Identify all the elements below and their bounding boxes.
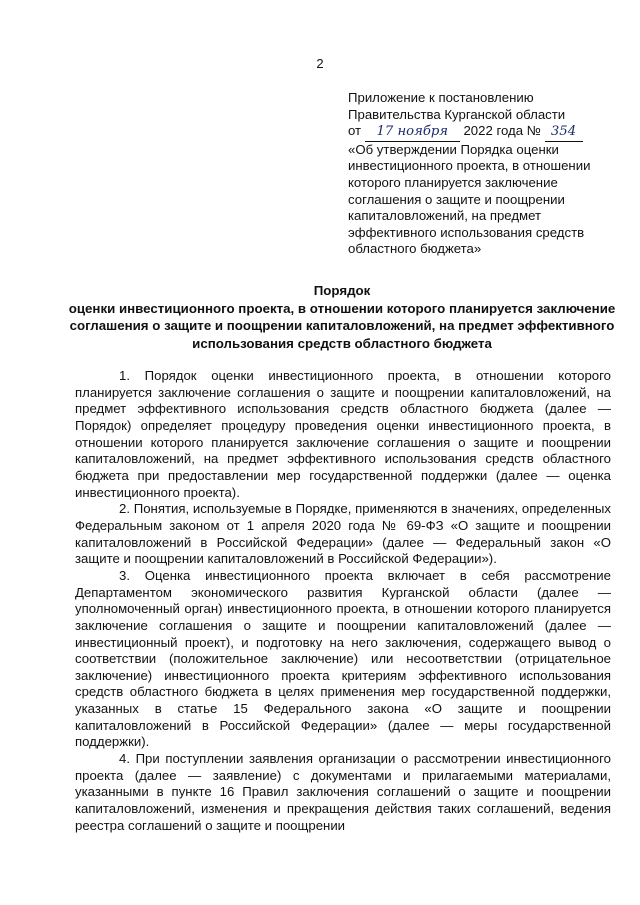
heading-title: Порядок [313, 283, 371, 298]
appendix-line-1: Приложение к постановлению [348, 90, 534, 105]
paragraph-1: 1. Порядок оценки инвестиционного проекта, в отношении которого планируется заключение соглашения о защите и поощрении капиталовложений, на предмет эффективного использования средств областного бюджета (далее — Порядок) определяет процедуру проведения оценки инвестиционного проекта, в отношении которого планируется заключение соглашения о защите и поощрении капиталовложений, на предмет эффективного использования средств областного бюджета при предоставлении мер государственной поддержки (далее — оценка инвестиционного проекта). [75, 368, 611, 500]
heading-subtitle: оценки инвестиционного проекта, в отношении которого планируется заключение соглашения о защите и поощрении капиталовложений, на предмет эффективного использования средств областного бюджета [68, 300, 616, 351]
paragraph-2: 2. Понятия, используемые в Порядке, применяются в значениях, определенных Федеральным законом от 1 апреля 2020 года № 69-ФЗ «О защите и поощрении капиталовложений в Российской Федерации» (далее — Федеральный закон «О защите и поощрении капиталовложений в Российской Федерации»). [75, 501, 611, 567]
document-heading [64, 282, 620, 352]
handwritten-date: 17 ноября [365, 124, 460, 142]
page-number: 2 [316, 56, 324, 71]
handwritten-number: 354 [545, 124, 583, 142]
appendix-date-line [348, 123, 616, 142]
appendix-from-label: от [348, 123, 362, 139]
appendix-block [348, 90, 616, 258]
paragraph-3: 3. Оценка инвестиционного проекта включает в себя рассмотрение Департаментом экономического развития Курганской области (далее — уполномоченный орган) инвестиционного проекта, в отношении которого планируется заключение соглашения о защите и поощрении капиталовложений (далее — инвестиционный проект), и подготовку на него заключения, содержащего вывод о соответствии (положительное заключение) или несоответствии (отрицательное заключение) инвестиционного проекта критериям эффективного использования средств областного бюджета в целях применения мер государственной поддержки, указанных в статье 15 Федерального закона «О защите и поощрении капиталовложений в Российской Федерации» (далее — меры государственной поддержки). [75, 567, 611, 750]
appendix-subject: «Об утверждении Порядка оценки инвестиционного проекта, в отношении которого планируется заключение соглашения о защите и поощрении капиталовложений, на предмет эффективного использования средств областного бюджета» [348, 141, 591, 257]
document-body [75, 368, 611, 834]
appendix-year-label: 2022 года № [463, 123, 541, 139]
paragraph-4: 4. При поступлении заявления организации о рассмотрении инвестиционного проекта (далее — заявление) с документами и прилагаемыми материалами, указанными в пункте 16 Правил заключения соглашений о защите и поощрении капиталовложений, изменения и прекращения действия таких соглашений, ведения реестра соглашений о защите и поощрении [75, 751, 611, 833]
appendix-line-2: Правительства Курганской области [348, 106, 566, 122]
